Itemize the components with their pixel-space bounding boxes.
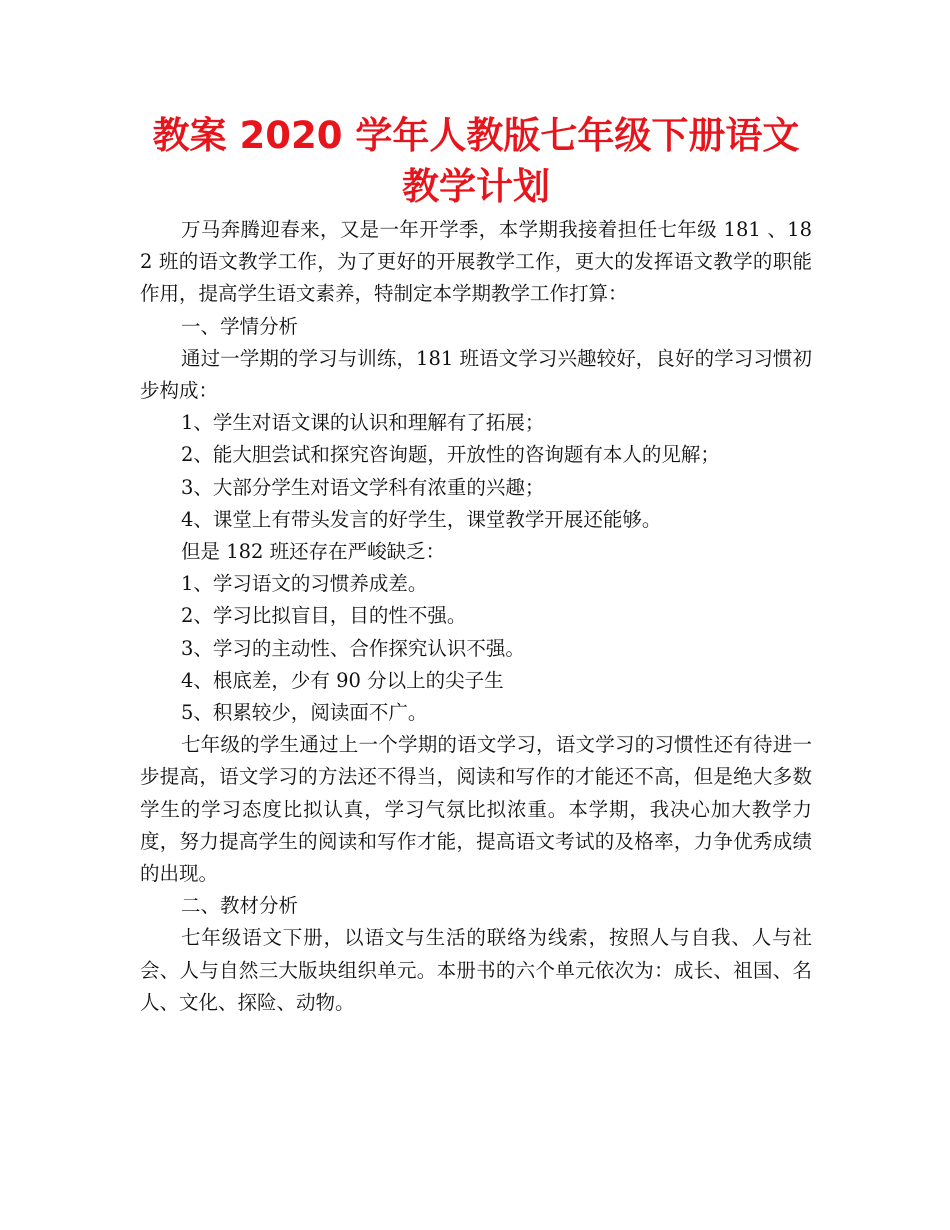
paragraph-textbook: 七年级语文下册，以语文与生活的联络为线索，按照人与自我、人与社会、人与自然三大版块组织单元。本册书的六个单元依次为：成长、祖国、名人、文化、探险、动物。 (140, 926, 812, 1014)
list-item: 2、能大胆尝试和探究咨询题，开放性的咨询题有本人的见解； (181, 443, 720, 467)
paragraph-class-182: 但是 182 班还存在严峻缺乏： (181, 540, 446, 564)
list-item: 1、学习语文的习惯养成差。 (181, 572, 428, 596)
list-item: 3、学习的主动性、合作探究认识不强。 (181, 636, 525, 660)
list-item: 4、根底差，少有 90 分以上的尖子生 (181, 668, 504, 692)
document-body (140, 214, 812, 1019)
paragraph-grade-overview: 七年级的学生通过上一个学期的语文学习，语文学习的习惯性还有待进一步提高，语文学习的方法还不得当，阅读和写作的才能还不高，但是绝大多数学生的学习态度比拟认真，学习气氛比拟浓重。本学期，我决心加大教学力度，努力提高学生的阅读和写作才能，提高语文考试的及格率，力争优秀成绩的出现。 (140, 733, 812, 886)
paragraph-class-181: 通过一学期的学习与训练，181 班语文学习兴趣较好，良好的学习习惯初步构成： (140, 346, 812, 403)
list-item: 4、课堂上有带头发言的好学生，课堂教学开展还能够。 (181, 507, 662, 531)
paragraph-intro: 万马奔腾迎春来，又是一年开学季，本学期我接着担任七年级 181 、182 班的语文教学工作，为了更好的开展教学工作，更大的发挥语文教学的职能作用，提高学生语文素养，特制定本学期教学工作打算： (140, 218, 812, 306)
list-item: 5、积累较少，阅读面不广。 (181, 701, 428, 725)
section-heading-textbook-analysis: 二、教材分析 (181, 894, 299, 918)
document-title: 教案 2020 学年人教版七年级下册语文教学计划 (152, 114, 800, 208)
list-item: 3、大部分学生对语文学科有浓重的兴趣； (181, 475, 545, 499)
section-heading-learning-analysis: 一、学情分析 (181, 314, 299, 338)
document-page (140, 110, 812, 1019)
list-item: 2、学习比拟盲目，目的性不强。 (181, 604, 467, 628)
list-item: 1、学生对语文课的认识和理解有了拓展； (181, 411, 545, 435)
